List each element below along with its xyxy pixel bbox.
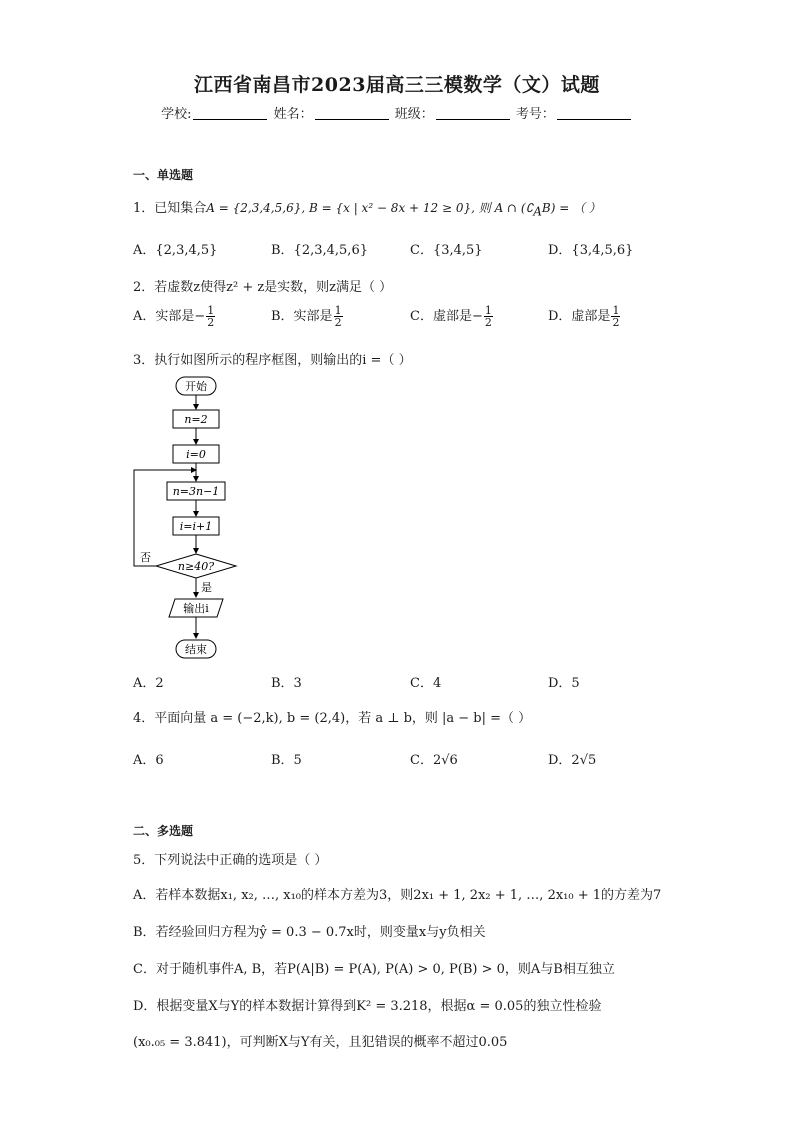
q4-option-c[interactable]: C．2√6: [410, 753, 458, 768]
school-label: 学校:: [161, 107, 192, 122]
q3-option-a[interactable]: A．2: [133, 676, 164, 691]
student-info-line: [0, 103, 794, 122]
flow-decision-label: n≥40?: [177, 560, 215, 573]
q2-option-c[interactable]: [410, 305, 494, 328]
question-3: 3．执行如图所示的程序框图，则输出的i =（ ）: [133, 353, 412, 368]
q1-option-c[interactable]: C．{3,4,5}: [410, 243, 483, 258]
fraction-half: $\frac{1}{2}$: [484, 304, 492, 329]
exam-no-label: 考号：: [515, 107, 555, 122]
class-label: 班级：: [394, 107, 434, 122]
q1-prefix: 1．已知集合: [133, 201, 207, 216]
class-blank[interactable]: [436, 107, 510, 120]
flow-output-label: 输出i: [183, 602, 209, 615]
question-4: 4．平面向量 a = (−2,k), b = (2,4)，若 a ⊥ b，则 |a − b| =（ ）: [133, 711, 532, 726]
q5-option-a[interactable]: A．若样本数据x₁, x₂, …, x₁₀的样本方差为3，则2x₁ + 1, 2x₂ + 1, …, 2x₁₀ + 1的方差为7: [133, 888, 662, 903]
q3-option-b[interactable]: B．3: [271, 676, 302, 691]
flow-yes-label: 是: [201, 581, 212, 594]
flow-i-init-label: i=0: [186, 448, 206, 461]
q3-option-c[interactable]: C．4: [410, 676, 442, 691]
question-2: 2．若虚数z使得z² + z是实数，则z满足（ ）: [133, 280, 393, 295]
q1-option-b[interactable]: B．{2,3,4,5,6}: [271, 243, 368, 258]
q2-option-b-text: B．实部是: [271, 309, 333, 324]
q2-option-a[interactable]: [133, 305, 216, 328]
q3-option-d[interactable]: D．5: [548, 676, 580, 691]
q5-option-d[interactable]: D．根据变量X与Y的样本数据计算得到K² = 3.218，根据α = 0.05的独立性检验: [133, 999, 602, 1014]
page-title: 江西省南昌市2023届高三三模数学（文）试题: [194, 74, 600, 96]
flow-i-update-label: i=i+1: [179, 520, 213, 533]
q5-option-c[interactable]: C．对于随机事件A, B，若P(A|B) = P(A), P(A) > 0, P(B) > 0，则A与B相互独立: [133, 962, 615, 977]
q2-option-c-text: C．虚部是−: [410, 309, 483, 324]
fraction-half: $\frac{1}{2}$: [207, 304, 215, 329]
name-label: 姓名：: [273, 107, 313, 122]
flow-no-label: 否: [140, 551, 151, 564]
q4-option-a[interactable]: A．6: [133, 753, 164, 768]
q1-tail2: B) = （ ）: [541, 201, 601, 215]
fraction-half: $\frac{1}{2}$: [334, 304, 342, 329]
flowchart-diagram: [120, 372, 260, 664]
question-5: 5．下列说法中正确的选项是（ ）: [133, 853, 328, 868]
q4-option-b[interactable]: B．5: [271, 753, 302, 768]
q4-option-d[interactable]: D．2√5: [548, 753, 597, 768]
q1-option-d[interactable]: D．{3,4,5,6}: [548, 243, 634, 258]
q2-option-a-text: A．实部是−: [133, 309, 206, 324]
q5-option-b[interactable]: B．若经验回归方程为ŷ = 0.3 − 0.7x时，则变量x与y负相关: [133, 925, 486, 940]
flow-n-update-label: n=3n−1: [172, 485, 220, 498]
school-blank[interactable]: [193, 107, 267, 120]
q1-set-b: , B = {x | x² − 8x + 12 ≥ 0}: [301, 201, 472, 215]
fraction-half: $\frac{1}{2}$: [612, 304, 620, 329]
name-blank[interactable]: [315, 107, 389, 120]
exam-no-blank[interactable]: [557, 107, 631, 120]
flow-n-init-label: n=2: [184, 413, 208, 426]
q5-option-d-cont: (x₀.₀₅ = 3.841)，可判断X与Y有关，且犯错误的概率不超过0.05: [133, 1035, 508, 1050]
flow-start-label: 开始: [185, 380, 207, 393]
flow-end-label: 结束: [185, 643, 207, 656]
question-1: 1．已知集合A = {2,3,4,5,6}, B = {x | x² − 8x + 12 ≥ 0}, 则 A ∩ $(∁_AB)$ = （ ）: [133, 201, 601, 219]
section-single-choice: 一、单选题: [133, 168, 194, 182]
q1-tail: , 则 A ∩ (∁: [471, 201, 534, 215]
section-multiple-choice: 二、多选题: [133, 824, 194, 838]
q2-option-b[interactable]: [271, 305, 344, 328]
q1-option-a[interactable]: A．{2,3,4,5}: [133, 243, 218, 258]
q1-set-a: A = {2,3,4,5,6}: [206, 201, 302, 215]
q2-option-d[interactable]: [548, 305, 621, 328]
q2-option-d-text: D．虚部是: [548, 309, 611, 324]
